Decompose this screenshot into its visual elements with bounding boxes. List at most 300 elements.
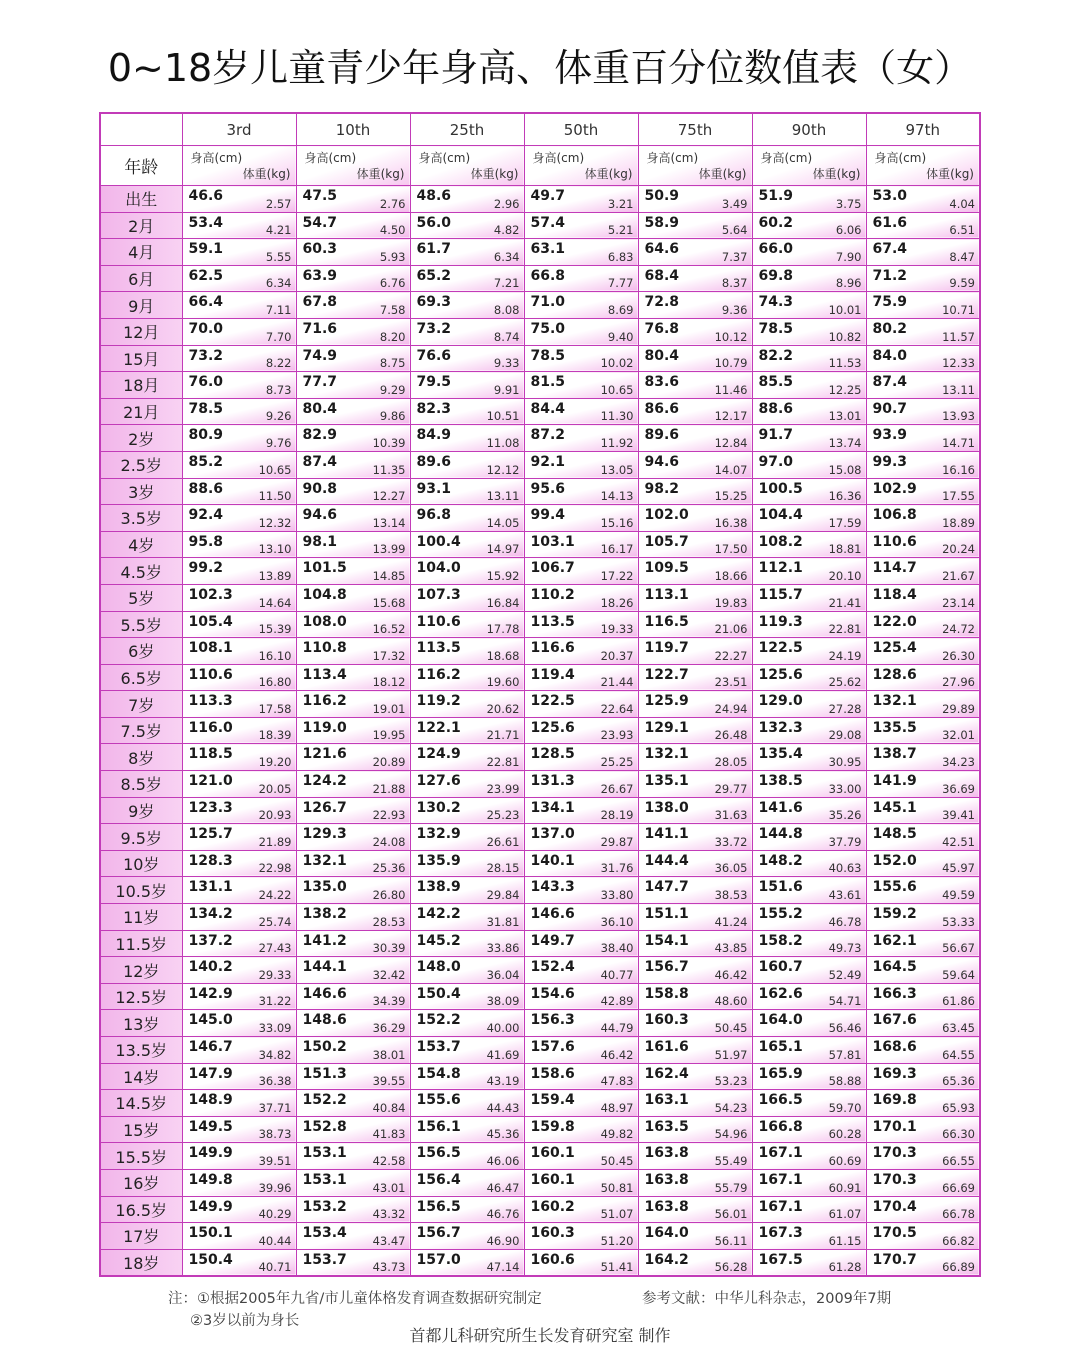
height-value: 74.9 [302, 347, 338, 364]
height-value: 135.1 [644, 773, 689, 790]
height-value: 122.1 [416, 719, 461, 736]
value-cell [752, 691, 866, 718]
value-cell [866, 1116, 980, 1143]
height-value: 96.8 [416, 507, 452, 524]
height-value: 116.0 [188, 719, 233, 736]
weight-value: 5.93 [379, 249, 406, 264]
height-value: 89.6 [644, 427, 680, 444]
weight-value: 40.44 [258, 1233, 292, 1248]
height-value: 157.6 [530, 1039, 575, 1055]
value-cell [296, 584, 410, 611]
height-value: 140.1 [530, 852, 575, 869]
weight-value: 47.83 [600, 1074, 634, 1089]
weight-value: 25.62 [828, 675, 862, 690]
height-value: 165.1 [758, 1039, 803, 1055]
value-cell [182, 957, 296, 984]
height-value: 98.2 [644, 480, 680, 497]
height-value: 97.0 [758, 453, 794, 470]
height-value: 54.7 [302, 214, 338, 231]
value-cell [752, 983, 866, 1010]
height-value: 153.4 [302, 1225, 347, 1242]
value-cell [752, 292, 866, 319]
value-cell [524, 1037, 638, 1064]
height-value: 63.1 [530, 241, 566, 258]
table-row [100, 957, 980, 984]
weight-value: 36.29 [372, 1021, 406, 1035]
value-cell [296, 850, 410, 877]
height-value: 113.3 [188, 693, 233, 710]
weight-value: 10.65 [258, 462, 292, 477]
value-cell [638, 771, 752, 798]
value-cell [410, 1037, 524, 1064]
height-value: 87.2 [530, 427, 566, 444]
age-cell: 11.5岁 [100, 930, 182, 957]
height-value: 135.5 [872, 719, 917, 736]
height-value: 142.2 [416, 906, 461, 923]
value-cell [524, 983, 638, 1010]
weight-value: 66.30 [942, 1127, 975, 1142]
value-cell [296, 558, 410, 585]
value-cell [410, 983, 524, 1010]
value-cell [752, 611, 866, 638]
weight-value: 11.46 [714, 382, 748, 397]
height-value: 82.9 [302, 427, 338, 444]
value-cell [296, 239, 410, 266]
weight-value: 22.64 [600, 701, 634, 716]
weight-value: 10.82 [828, 329, 862, 344]
weight-value: 33.86 [486, 941, 520, 956]
height-value: 135.4 [758, 746, 803, 763]
age-cell: 3.5岁 [100, 505, 182, 532]
unit-header-cell [410, 146, 524, 186]
table-row [100, 451, 980, 478]
value-cell [182, 1090, 296, 1117]
height-value: 163.8 [644, 1145, 689, 1162]
table-row [100, 771, 980, 798]
weight-value: 16.10 [258, 648, 292, 663]
weight-value: 60.28 [828, 1127, 862, 1142]
weight-value: 43.61 [828, 888, 862, 903]
height-value: 71.2 [872, 267, 908, 284]
age-cell: 10岁 [100, 850, 182, 877]
height-value: 167.5 [758, 1251, 803, 1268]
value-cell [752, 425, 866, 452]
height-value: 105.7 [644, 533, 689, 550]
value-cell [866, 186, 980, 213]
weight-value: 17.32 [372, 648, 406, 663]
value-cell [296, 1116, 410, 1143]
height-value: 119.0 [302, 719, 347, 736]
height-value: 148.9 [188, 1092, 233, 1109]
height-value: 110.6 [188, 666, 233, 683]
value-cell [866, 345, 980, 372]
value-cell [638, 824, 752, 851]
value-cell [752, 1196, 866, 1223]
weight-value: 19.60 [486, 675, 520, 690]
height-value: 49.7 [530, 188, 566, 204]
weight-value: 18.89 [942, 515, 975, 530]
value-cell [410, 611, 524, 638]
height-value: 64.6 [644, 241, 680, 258]
height-value: 138.9 [416, 879, 461, 896]
weight-value: 2.96 [493, 196, 520, 211]
unit-header-cell [638, 146, 752, 186]
value-cell [410, 1143, 524, 1170]
height-value: 144.1 [302, 959, 347, 976]
height-value: 166.8 [758, 1118, 803, 1135]
value-cell [524, 425, 638, 452]
weight-value: 28.53 [372, 914, 406, 929]
height-value: 170.1 [872, 1118, 917, 1135]
height-value: 95.8 [188, 533, 224, 550]
height-value: 166.3 [872, 985, 917, 1002]
weight-value: 4.50 [379, 223, 406, 238]
value-cell [296, 398, 410, 425]
weight-value: 60.69 [828, 1153, 862, 1168]
height-value: 157.0 [416, 1251, 461, 1268]
height-value: 149.9 [188, 1198, 233, 1215]
value-cell [524, 451, 638, 478]
table-row [100, 611, 980, 638]
weight-value: 18.81 [828, 542, 862, 557]
weight-value: 6.34 [493, 249, 520, 264]
weight-value: 50.45 [714, 1021, 748, 1035]
age-cell: 5.5岁 [100, 611, 182, 638]
value-cell [866, 1037, 980, 1064]
weight-value: 16.17 [600, 542, 634, 557]
weight-value: 43.19 [486, 1074, 520, 1089]
value-cell [752, 638, 866, 665]
value-cell [296, 771, 410, 798]
height-value: 153.2 [302, 1198, 347, 1215]
height-value: 115.7 [758, 586, 803, 603]
weight-value: 42.89 [600, 994, 634, 1009]
height-value: 122.0 [872, 613, 917, 630]
value-cell [866, 983, 980, 1010]
weight-value: 13.01 [828, 409, 862, 424]
weight-value: 9.26 [265, 409, 292, 424]
height-value: 56.0 [416, 214, 452, 231]
weight-value: 31.22 [258, 994, 292, 1009]
value-cell [866, 1063, 980, 1090]
height-value: 159.8 [530, 1118, 575, 1135]
value-cell [524, 531, 638, 558]
weight-value: 6.76 [379, 276, 406, 291]
weight-value: 43.85 [714, 941, 748, 956]
height-value: 129.3 [302, 826, 347, 843]
value-cell [410, 398, 524, 425]
height-unit-label: 身高(cm) [874, 151, 927, 165]
height-value: 132.1 [872, 693, 917, 710]
value-cell [524, 1196, 638, 1223]
weight-value: 39.55 [372, 1074, 406, 1089]
table-row [100, 265, 980, 292]
weight-value: 8.22 [265, 356, 292, 371]
weight-value: 43.47 [372, 1233, 406, 1248]
weight-value: 21.71 [486, 728, 520, 743]
weight-value: 21.67 [942, 568, 975, 583]
weight-value: 7.77 [607, 276, 634, 291]
height-value: 170.4 [872, 1198, 917, 1215]
value-cell [410, 1196, 524, 1223]
value-cell [638, 957, 752, 984]
height-value: 108.2 [758, 533, 803, 550]
value-cell [752, 824, 866, 851]
value-cell [752, 1063, 866, 1090]
height-value: 135.0 [302, 879, 347, 896]
height-value: 92.1 [530, 453, 566, 470]
weight-value: 19.95 [372, 728, 406, 743]
table-row [100, 877, 980, 904]
value-cell [524, 265, 638, 292]
height-value: 162.4 [644, 1065, 689, 1082]
value-cell [866, 904, 980, 931]
height-value: 50.9 [644, 188, 680, 204]
height-value: 84.0 [872, 347, 908, 364]
weight-value: 29.89 [942, 701, 975, 716]
weight-value: 27.28 [828, 701, 862, 716]
value-cell [638, 1063, 752, 1090]
value-cell [410, 1169, 524, 1196]
value-cell [296, 664, 410, 691]
weight-value: 15.68 [372, 595, 406, 610]
height-value: 108.0 [302, 613, 347, 630]
value-cell [524, 478, 638, 505]
weight-value: 29.77 [714, 781, 748, 796]
value-cell [296, 930, 410, 957]
table-row [100, 638, 980, 665]
height-value: 129.0 [758, 693, 803, 710]
height-value: 150.2 [302, 1039, 347, 1055]
value-cell [410, 212, 524, 239]
weight-value: 12.84 [714, 435, 748, 450]
value-cell [752, 558, 866, 585]
weight-value: 40.00 [486, 1021, 520, 1035]
height-value: 156.5 [416, 1145, 461, 1162]
value-cell [866, 372, 980, 399]
value-cell [410, 957, 524, 984]
value-cell [866, 797, 980, 824]
value-cell [638, 691, 752, 718]
value-cell [182, 717, 296, 744]
value-cell [182, 531, 296, 558]
height-value: 88.6 [188, 480, 224, 497]
value-cell [638, 425, 752, 452]
weight-value: 18.39 [258, 728, 292, 743]
weight-value: 10.65 [600, 382, 634, 397]
height-value: 149.8 [188, 1171, 233, 1188]
weight-value: 38.01 [372, 1047, 406, 1062]
value-cell [752, 478, 866, 505]
height-value: 83.6 [644, 374, 680, 391]
value-cell [410, 930, 524, 957]
weight-value: 26.48 [714, 728, 748, 743]
height-value: 122.5 [758, 640, 803, 657]
value-cell [524, 1010, 638, 1037]
height-value: 124.9 [416, 746, 461, 763]
height-unit-label: 身高(cm) [760, 151, 813, 165]
weight-value: 42.51 [942, 834, 975, 849]
height-value: 66.4 [188, 294, 224, 311]
value-cell [410, 584, 524, 611]
height-value: 91.7 [758, 427, 794, 444]
value-cell [752, 1249, 866, 1276]
value-cell [638, 398, 752, 425]
height-value: 78.5 [758, 320, 794, 337]
weight-value: 13.93 [942, 409, 975, 424]
height-unit-label: 身高(cm) [304, 151, 357, 165]
weight-value: 10.12 [714, 329, 748, 344]
value-cell [296, 318, 410, 345]
height-value: 156.1 [416, 1118, 461, 1135]
age-cell: 6月 [100, 265, 182, 292]
weight-value: 29.08 [828, 728, 862, 743]
value-cell [866, 265, 980, 292]
table-row [100, 717, 980, 744]
height-value: 51.9 [758, 188, 794, 204]
value-cell [638, 451, 752, 478]
value-cell [410, 638, 524, 665]
value-cell [752, 372, 866, 399]
weight-value: 25.36 [372, 861, 406, 876]
weight-value: 14.07 [714, 462, 748, 477]
value-cell [182, 292, 296, 319]
value-cell [524, 744, 638, 771]
height-value: 100.5 [758, 480, 803, 497]
value-cell [410, 186, 524, 213]
value-cell [182, 744, 296, 771]
weight-value: 18.12 [372, 675, 406, 690]
value-cell [752, 797, 866, 824]
height-value: 60.3 [302, 241, 338, 258]
weight-value: 6.51 [949, 223, 975, 238]
age-cell: 8.5岁 [100, 771, 182, 798]
height-value: 122.5 [530, 693, 575, 710]
weight-value: 43.32 [372, 1207, 406, 1222]
value-cell [296, 372, 410, 399]
height-value: 61.7 [416, 241, 452, 258]
weight-value: 5.64 [721, 223, 748, 238]
weight-value: 26.80 [372, 888, 406, 903]
value-cell [410, 451, 524, 478]
height-value: 116.5 [644, 613, 689, 630]
height-value: 69.8 [758, 267, 794, 284]
weight-value: 8.73 [265, 382, 292, 397]
weight-value: 48.60 [714, 994, 748, 1009]
height-value: 113.1 [644, 586, 689, 603]
value-cell [638, 531, 752, 558]
height-value: 131.1 [188, 879, 233, 896]
value-cell [296, 744, 410, 771]
height-value: 102.3 [188, 586, 233, 603]
height-value: 84.9 [416, 427, 452, 444]
weight-value: 9.29 [379, 382, 406, 397]
weight-value: 41.24 [714, 914, 748, 929]
weight-value: 56.67 [942, 941, 975, 956]
height-value: 128.6 [872, 666, 917, 683]
age-column-header: 年龄 [100, 146, 182, 186]
height-value: 85.5 [758, 374, 794, 391]
height-value: 82.3 [416, 400, 452, 417]
table-row [100, 531, 980, 558]
height-value: 71.6 [302, 320, 338, 337]
height-value: 118.5 [188, 746, 233, 763]
height-value: 116.6 [530, 640, 575, 657]
weight-value: 38.09 [486, 994, 520, 1009]
height-value: 145.2 [416, 932, 461, 949]
weight-value: 23.93 [600, 728, 634, 743]
weight-value: 10.01 [828, 302, 862, 317]
age-cell: 4月 [100, 239, 182, 266]
weight-value: 20.05 [258, 781, 292, 796]
height-value: 66.0 [758, 241, 794, 258]
value-cell [410, 558, 524, 585]
value-cell [182, 265, 296, 292]
value-cell [638, 638, 752, 665]
weight-unit-label: 体重(kg) [356, 167, 405, 181]
weight-value: 25.74 [258, 914, 292, 929]
value-cell [296, 797, 410, 824]
weight-value: 8.20 [379, 329, 406, 344]
percentile-header: 97th [866, 113, 980, 146]
height-value: 153.1 [302, 1171, 347, 1188]
weight-value: 12.25 [828, 382, 862, 397]
unit-header-cell [296, 146, 410, 186]
height-value: 76.8 [644, 320, 680, 337]
weight-value: 14.85 [372, 568, 406, 583]
age-cell: 21月 [100, 398, 182, 425]
weight-value: 36.10 [600, 914, 634, 929]
value-cell [638, 904, 752, 931]
value-cell [182, 505, 296, 532]
height-value: 154.1 [644, 932, 689, 949]
weight-value: 12.17 [714, 409, 748, 424]
value-cell [638, 664, 752, 691]
weight-value: 10.39 [372, 435, 406, 450]
table-row [100, 1196, 980, 1223]
weight-value: 4.21 [265, 223, 292, 238]
weight-value: 54.71 [828, 994, 862, 1009]
age-cell: 16.5岁 [100, 1196, 182, 1223]
weight-value: 9.59 [949, 276, 975, 291]
height-value: 121.0 [188, 773, 233, 790]
height-value: 148.2 [758, 852, 803, 869]
value-cell [182, 850, 296, 877]
weight-value: 7.11 [265, 302, 292, 317]
height-value: 167.1 [758, 1198, 803, 1215]
weight-value: 52.49 [828, 967, 862, 982]
weight-value: 7.70 [265, 329, 292, 344]
weight-value: 16.38 [714, 515, 748, 530]
height-value: 160.2 [530, 1198, 575, 1215]
page-title: 0~18岁儿童青少年身高、体重百分位数值表（女） [107, 46, 973, 90]
weight-value: 3.21 [607, 196, 634, 211]
height-value: 152.8 [302, 1118, 347, 1135]
weight-value: 15.92 [486, 568, 520, 583]
table-row [100, 1037, 980, 1064]
value-cell [866, 292, 980, 319]
weight-value: 6.34 [265, 276, 292, 291]
value-cell [182, 877, 296, 904]
height-value: 163.8 [644, 1198, 689, 1215]
weight-value: 54.23 [714, 1100, 748, 1115]
weight-value: 40.63 [828, 861, 862, 876]
height-value: 62.5 [188, 267, 224, 284]
table-row [100, 505, 980, 532]
value-cell [638, 1090, 752, 1117]
weight-value: 17.78 [486, 622, 520, 637]
value-cell [182, 1063, 296, 1090]
